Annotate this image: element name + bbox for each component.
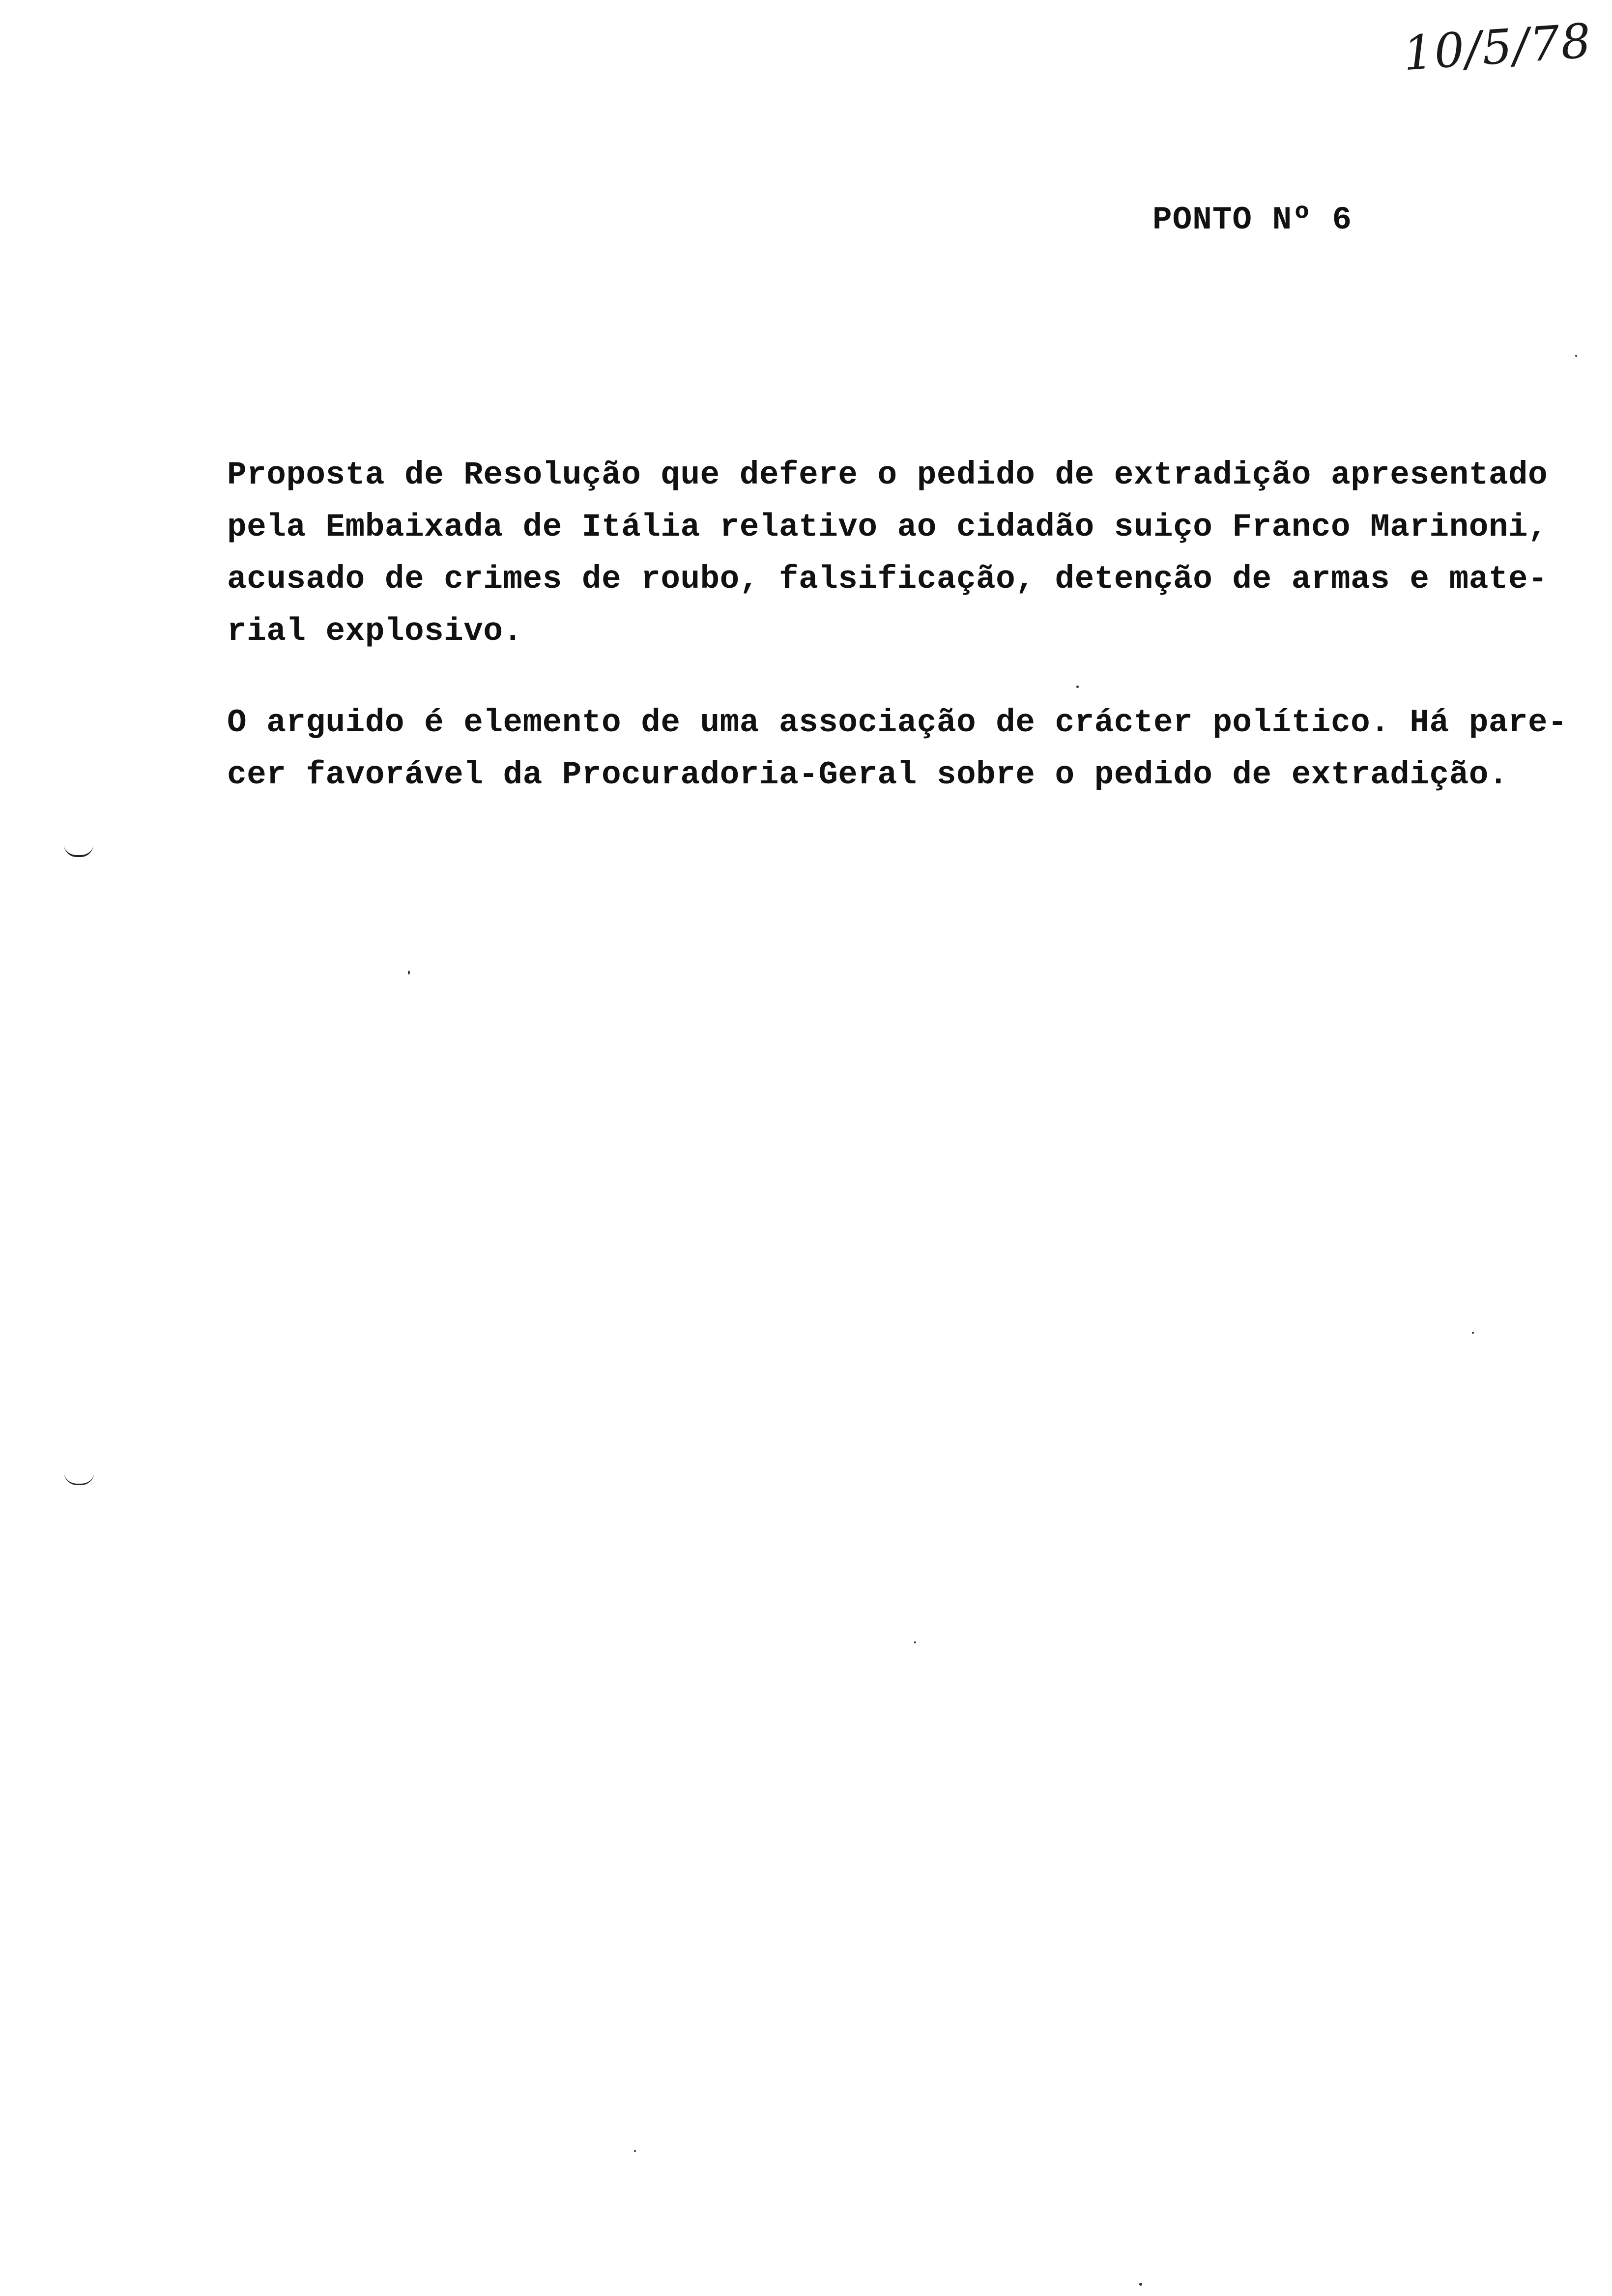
- text-line: acusado de crimes de roubo, falsificação, detenção de armas e mate-: [227, 561, 1548, 598]
- paper-speck: [634, 2150, 636, 2152]
- paper-speck: [1076, 686, 1079, 688]
- paper-speck: [914, 1641, 916, 1643]
- paper-speck: [408, 971, 410, 975]
- paper-speck: [1575, 355, 1577, 357]
- text-line: cer favorável da Procuradoria-Geral sobre o pedido de extradição.: [227, 756, 1508, 793]
- paper-speck: [1139, 2283, 1142, 2286]
- punch-mark-bottom: [64, 1472, 94, 1485]
- punch-mark-top: [64, 844, 93, 857]
- point-number-heading: PONTO Nº 6: [1152, 201, 1353, 238]
- text-line: rial explosivo.: [227, 613, 523, 650]
- text-line: O arguido é elemento de uma associação de crácter político. Há pare-: [227, 704, 1568, 741]
- handwritten-date: 10/5/78: [1401, 13, 1594, 82]
- paragraph-opinion: [227, 697, 1568, 801]
- paragraph-proposal: [227, 449, 1554, 658]
- text-line: Proposta de Resolução que defere o pedido de extradição apresentado: [227, 457, 1548, 493]
- text-line: pela Embaixada de Itália relativo ao cidadão suiço Franco Marinoni,: [227, 509, 1548, 545]
- paper-speck: [1472, 1332, 1474, 1334]
